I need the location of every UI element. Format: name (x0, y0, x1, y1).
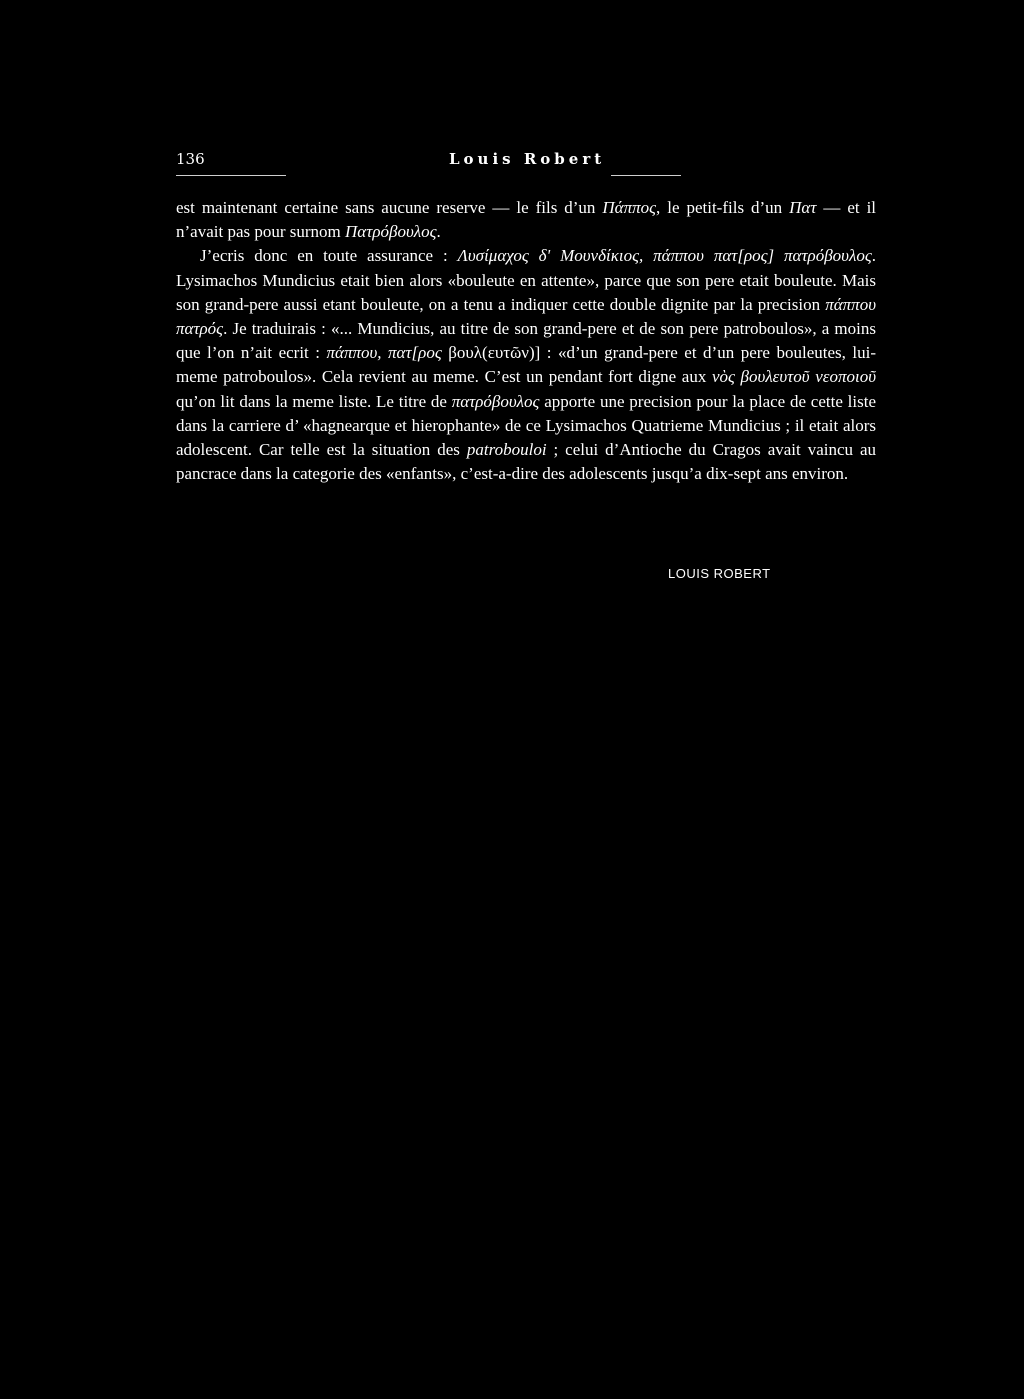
latin-term: patrobouloi (466, 440, 547, 460)
text-run: . (436, 222, 441, 242)
greek-term: νὸς βουλευτοῦ νεοποιοῦ (711, 367, 876, 387)
body-text (176, 196, 876, 486)
paragraph-2 (176, 244, 876, 486)
text-run: ; celui d’Antioche du Cragos avait vaincu au pancrace dans la categorie des «enfants», c’est-a-dire des adolescents jusqu’a dix-sept ans environ. (176, 440, 877, 484)
greek-term: Πατ (789, 198, 817, 217)
paragraph-1 (176, 196, 876, 244)
text-run: J’ecris donc en toute assurance : (200, 246, 458, 266)
text-run: . Lysimachos Mundicius etait bien alors «bouleute en attente», parce que son pere etait bouleute. Mais son grand-pere aussi etant bouleute, on a tenu a indiquer cette double dignite par la precision (176, 246, 876, 314)
greek-term: πάππου πατρός (176, 294, 876, 339)
running-head: Louis Robert (449, 150, 606, 168)
text-run: apporte une precision pour la place de cette liste dans la carriere d’ «hagnearque et hierophante» de ce Lysimachos Quatrieme Mundicius ; il etait alors adolescent. Car telle est la situation des (176, 391, 876, 460)
text-run: , le petit-fils d’un (656, 198, 790, 217)
text-run: qu’on lit dans la meme liste. Le titre de (176, 391, 452, 411)
author-signature: LOUIS ROBERT (668, 566, 771, 581)
text-run: — et il n’avait pas pour surnom (176, 198, 877, 242)
page-header (176, 150, 876, 174)
header-rule-right (611, 175, 681, 176)
greek-term: πάππου, πατ[ρος (326, 343, 442, 363)
text-run: βουλ(ευτῶν)] : «d’un grand-pere et d’un pere bouleutes, lui-meme patroboulos». Cela revient au meme. C’est un pendant fort digne aux (176, 343, 876, 387)
text-run: est maintenant certaine sans aucune reserve — le fils d’un (176, 198, 603, 217)
header-rule-left (176, 175, 286, 176)
greek-term: πατρόβουλος (451, 391, 540, 411)
greek-term: Λυσίμαχος δ' Μουνδίκιος, πάππου πατ[ρος] πατρόβουλος (457, 246, 872, 266)
greek-term: Πατρόβουλος (345, 222, 437, 242)
page-number: 136 (176, 150, 205, 168)
text-run: . Je traduirais : «... Mundicius, au titre de son grand-pere et de son pere patroboulos», a moins que l’on n’ait ecrit : (176, 319, 876, 363)
greek-term: Πάππος (602, 198, 657, 217)
